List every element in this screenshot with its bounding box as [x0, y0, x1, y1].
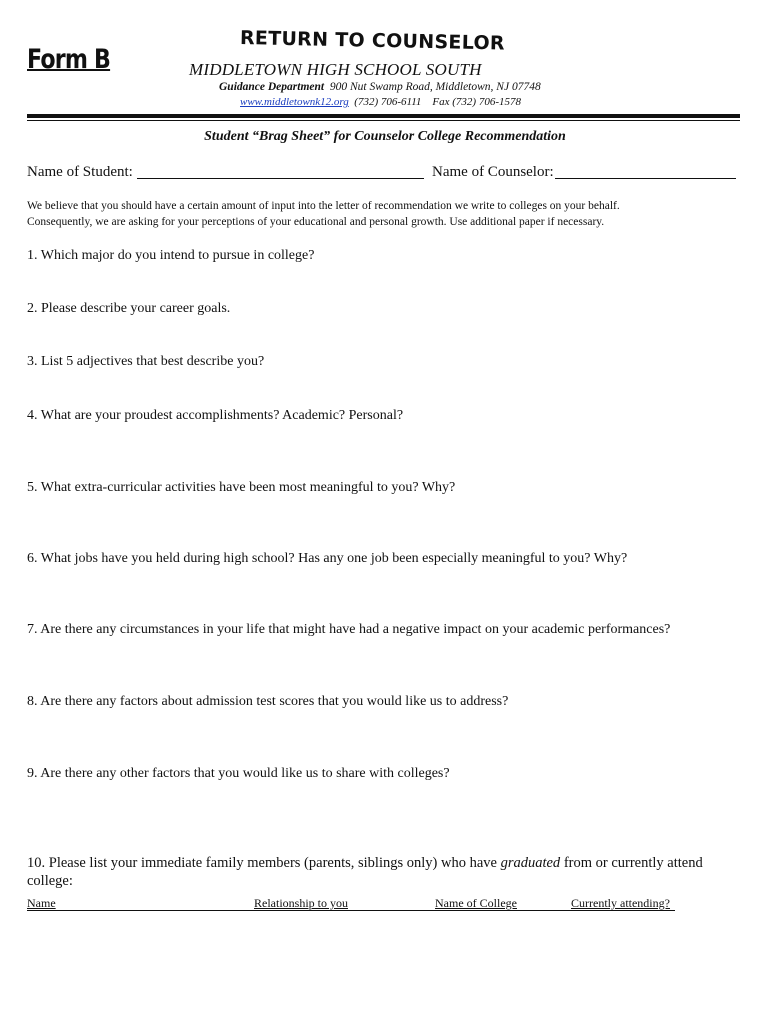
question-2: 2. Please describe your career goals.: [27, 301, 231, 316]
header-divider-thin: [27, 120, 740, 121]
header-divider-thick: [27, 114, 740, 118]
phone-number: (732) 706-6111: [354, 96, 422, 108]
school-name: MIDDLETOWN HIGH SCHOOL SOUTH: [189, 60, 482, 79]
intro-line: We believe that you should have a certain amount of input into the letter of recommendation we write to colleges on your behalf.: [27, 200, 620, 212]
address-line: [219, 81, 541, 93]
question-3: 3. List 5 adjectives that best describe you?: [27, 354, 265, 369]
document-title: Student “Brag Sheet” for Counselor College Recommendation: [204, 129, 566, 144]
column-header-name: Name: [27, 896, 56, 910]
question-5: 5. What extra-curricular activities have been most meaningful to you? Why?: [27, 480, 456, 495]
question-8: 8. Are there any factors about admission test scores that you would like us to address?: [27, 694, 509, 709]
intro-paragraph: [27, 198, 747, 230]
question-1: 1. Which major do you intend to pursue in college?: [27, 248, 315, 263]
question-9: 9. Are there any other factors that you would like us to share with colleges?: [27, 766, 450, 781]
question-10-text: 10. Please list your immediate family members (parents, siblings only) who have: [27, 855, 501, 871]
fax-number: Fax (732) 706-1578: [432, 96, 521, 108]
family-table-header-rule: [27, 910, 675, 911]
counselor-name-label: Name of Counselor:: [432, 164, 554, 180]
intro-line: Consequently, we are asking for your perceptions of your educational and personal growth. Use additional paper if necessary.: [27, 216, 605, 228]
column-header-college: Name of College: [435, 896, 517, 910]
column-header-attending: Currently attending?: [571, 896, 670, 910]
student-name-field[interactable]: [137, 178, 424, 179]
column-header-relationship: Relationship to you: [254, 896, 348, 910]
question-10-emphasis: graduated: [500, 855, 561, 871]
question-6: 6. What jobs have you held during high school? Has any one job been especially meaningful to you? Why?: [27, 551, 628, 566]
return-to-counselor-label: RETURN TO COUNSELOR: [239, 27, 506, 55]
department-label: Guidance Department: [219, 81, 325, 93]
student-name-label: Name of Student:: [27, 164, 133, 180]
question-10-text-end: from or currently attend college:: [27, 855, 703, 889]
address-text: 900 Nut Swamp Road, Middletown, NJ 07748: [329, 81, 541, 93]
question-7: 7. Are there any circumstances in your life that might have had a negative impact on your academic performances?: [27, 622, 671, 637]
form-label: Form B: [27, 44, 111, 75]
question-4: 4. What are your proudest accomplishments? Academic? Personal?: [27, 408, 404, 423]
question-10: [27, 854, 739, 890]
counselor-name-field[interactable]: [555, 178, 736, 179]
contact-line: [240, 96, 521, 108]
website-link[interactable]: www.middletownk12.org: [240, 96, 349, 108]
